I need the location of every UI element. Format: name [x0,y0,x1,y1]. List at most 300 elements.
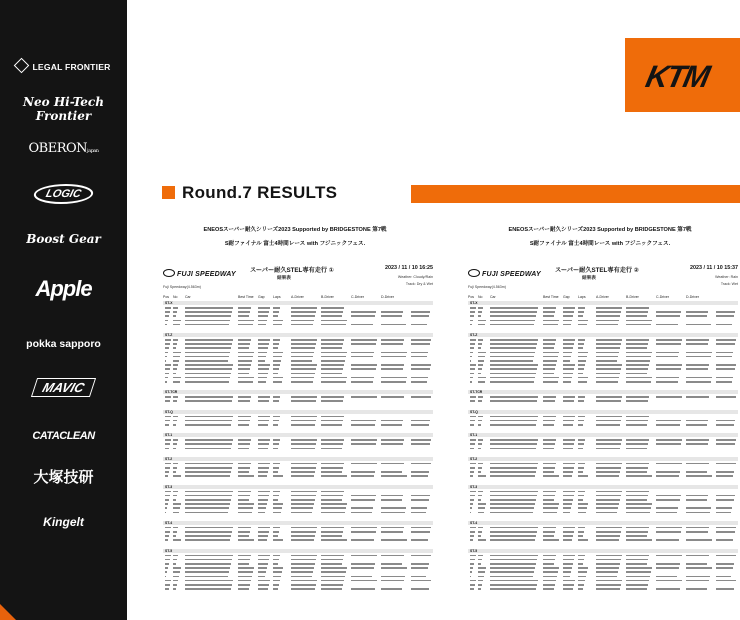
table-row [468,439,738,441]
class-label: ST-Q [470,409,478,414]
table-row [163,463,433,465]
table-cell [470,400,475,402]
table-cell [291,567,314,569]
table-cell [291,495,316,497]
table-cell [578,467,584,469]
table-cell [470,463,476,465]
table-cell [273,347,278,349]
table-cell [238,373,249,375]
table-cell [470,416,476,418]
table-cell [321,324,346,326]
table-cell [656,588,680,590]
column-header: D-Driver [686,295,700,299]
column-header: Gap [258,295,265,299]
table-cell [490,580,538,582]
table-cell [626,400,648,402]
table-cell [321,535,342,537]
table-cell [321,584,343,586]
table-cell [563,507,571,509]
table-cell [656,531,681,533]
table-cell [291,368,316,370]
table-cell [258,512,265,514]
table-cell [321,588,342,590]
column-header: A-Driver [596,295,609,299]
table-cell [578,343,584,345]
table-cell [273,368,279,370]
table-cell [543,588,554,590]
table-cell [411,475,428,477]
table-cell [411,471,429,473]
table-cell [656,563,680,565]
table-cell [686,324,711,326]
table-row [163,584,433,586]
column-header: Gap [563,295,570,299]
table-cell [490,475,535,477]
table-cell [543,400,555,402]
table-cell [626,567,652,569]
table-cell [716,381,732,383]
table-cell [238,320,254,322]
table-cell [165,491,171,493]
table-row [163,571,433,573]
table-cell [291,535,315,537]
table-cell [291,527,317,529]
table-cell [578,311,584,313]
table-cell [470,495,475,497]
table-cell [716,424,734,426]
table-cell [238,356,253,358]
table-cell [321,503,347,505]
table-cell [716,531,735,533]
table-cell [165,588,169,590]
table-cell [578,324,587,326]
table-cell [578,368,584,370]
table-cell [273,424,278,426]
table-row [468,315,738,317]
table-cell [626,531,648,533]
table-row [468,347,738,349]
table-cell [165,311,170,313]
table-cell [596,420,621,422]
table-cell [656,352,679,354]
table-cell [490,559,537,561]
table-cell [686,377,712,379]
table-cell [543,420,555,422]
table-cell [596,512,617,514]
table-cell [596,324,618,326]
table-cell [411,555,431,557]
table-cell [185,584,232,586]
table-cell [626,527,649,529]
table-cell [626,539,652,541]
class-label: ST-Z [470,333,478,337]
table-cell [258,360,265,362]
table-cell [578,347,583,349]
table-cell [173,352,181,354]
table-cell [291,339,317,341]
table-cell [716,356,732,358]
table-cell [411,563,429,565]
table-cell [185,463,233,465]
table-cell [478,580,483,582]
table-cell [656,576,677,578]
table-cell [238,443,250,445]
table-cell [478,563,481,565]
table-cell [596,467,621,469]
table-cell [656,396,682,398]
table-cell [238,507,253,509]
table-row [163,563,433,565]
table-cell [478,424,481,426]
table-row [468,512,738,514]
table-cell [258,373,268,375]
table-cell [490,471,536,473]
table-cell [381,531,403,533]
table-cell [165,320,168,322]
table-cell [258,400,269,402]
table-cell [490,424,536,426]
table-cell [185,373,231,375]
sponsor-logo-legal-frontier: LEGAL FRONTIER [0,60,127,72]
table-cell [273,463,280,465]
table-cell [626,475,652,477]
table-cell [273,324,282,326]
table-cell [291,420,316,422]
sheet-header-line2: S耐ファイナル 富士4時間レース with フジニックフェス. [529,241,671,247]
column-header: Best Time [543,295,559,299]
table-row [163,320,433,322]
table-cell [543,439,556,441]
table-cell [351,396,377,398]
table-cell [321,416,344,418]
table-cell [173,580,178,582]
table-cell [238,324,253,326]
table-cell [185,311,232,313]
table-cell [173,360,179,362]
table-cell [470,307,476,309]
table-cell [578,416,585,418]
table-cell [273,527,280,529]
class-label: ST-1 [165,433,173,438]
class-label: ST-Q [165,409,173,414]
table-cell [626,439,649,441]
table-cell [165,324,167,326]
table-cell [273,503,283,505]
table-cell [291,555,317,557]
table-row [468,373,738,375]
table-cell [238,495,250,497]
table-cell [543,475,559,477]
table-cell [381,563,402,565]
table-cell [478,339,483,341]
table-cell [291,563,315,565]
table-cell [563,512,570,514]
table-cell [321,381,346,383]
table-cell [470,567,473,569]
table-cell [578,535,583,537]
table-cell [173,368,177,370]
table-cell [238,491,251,493]
table-cell [321,499,342,501]
table-cell [258,576,265,578]
track-info: Track: Wet [720,282,738,286]
table-cell [258,377,267,379]
table-cell [626,467,648,469]
table-cell [351,527,377,529]
table-cell [478,311,482,313]
table-cell [596,531,621,533]
class-header [163,457,433,461]
table-cell [716,364,736,366]
table-cell [291,580,317,582]
table-cell [381,471,402,473]
table-row [163,588,433,590]
table-cell [321,463,344,465]
table-cell [411,356,427,358]
table-cell [656,356,678,358]
table-cell [686,471,707,473]
table-cell [291,381,313,383]
table-cell [478,439,483,441]
column-header: Car [185,295,191,299]
table-cell [563,315,573,317]
table-cell [626,512,650,514]
table-cell [596,396,622,398]
table-cell [596,471,620,473]
table-cell [578,588,583,590]
sponsor-sidebar [0,0,127,620]
sponsor-logo-pokka-sapporo: pokka sapporo [26,338,101,350]
table-cell [470,339,476,341]
table-row [163,400,433,402]
table-cell [626,471,647,473]
table-cell [716,539,733,541]
table-cell [563,420,574,422]
table-cell [185,535,231,537]
table-cell [596,311,621,313]
table-cell [490,315,536,317]
table-cell [173,307,178,309]
table-cell [411,424,429,426]
table-cell [470,439,476,441]
table-row [468,352,738,354]
table-cell [578,499,583,501]
table-cell [185,396,233,398]
table-cell [596,448,620,450]
table-cell [258,339,270,341]
table-cell [490,531,537,533]
table-cell [470,563,474,565]
table-cell [381,495,403,497]
table-row [468,539,738,541]
table-cell [238,539,254,541]
table-row [468,400,738,402]
table-cell [478,503,486,505]
table-cell [173,499,176,501]
table-cell [291,475,314,477]
table-cell [321,443,343,445]
table-cell [351,381,373,383]
table-cell [185,420,232,422]
table-cell [351,368,376,370]
sponsor-logo-neo-hi-tech: Neo Hi-Tech Frontier [23,95,104,123]
table-cell [291,424,315,426]
table-cell [686,463,709,465]
table-cell [185,400,232,402]
table-cell [470,571,472,573]
fuji-logo-icon [163,269,175,277]
sponsor-logo-kingelt: Kingelt [43,515,84,529]
table-cell [578,373,583,375]
table-cell [273,420,279,422]
table-cell [381,588,402,590]
table-cell [165,471,169,473]
fuji-speedway-logo: FUJI SPEEDWAY [163,269,236,278]
table-cell [291,400,316,402]
table-cell [321,571,346,573]
table-cell [258,396,270,398]
table-cell [656,471,680,473]
class-header [163,549,433,553]
table-cell [411,567,428,569]
table-cell [478,343,482,345]
table-cell [321,364,344,366]
table-cell [563,356,571,358]
table-cell [563,527,575,529]
table-cell [291,491,317,493]
table-cell [656,539,679,541]
table-cell [173,320,181,322]
table-cell [596,364,622,366]
table-row [468,311,738,313]
table-cell [478,499,481,501]
table-cell [563,360,570,362]
table-cell [185,356,229,358]
table-cell [578,580,585,582]
results-sheet-1 [155,225,435,605]
class-header [163,485,433,489]
table-cell [173,356,180,358]
table-cell [470,531,475,533]
table-cell [563,339,575,341]
table-cell [273,555,280,557]
table-row [468,320,738,322]
table-cell [291,416,317,418]
table-cell [238,352,254,354]
table-cell [470,356,472,358]
table-cell [165,443,170,445]
table-cell [543,324,558,326]
table-cell [596,527,622,529]
table-cell [563,377,572,379]
table-cell [470,580,476,582]
table-cell [258,307,270,309]
table-row [163,567,433,569]
table-row [163,535,433,537]
table-cell [173,343,177,345]
table-cell [563,364,575,366]
class-header [163,390,433,394]
table-cell [596,475,619,477]
table-cell [478,588,481,590]
table-cell [543,535,554,537]
sponsor-logo-otsuka-giken: 大塚技研 [33,468,94,486]
table-cell [381,580,404,582]
legal-frontier-icon [14,58,30,74]
table-cell [716,352,733,354]
table-row [163,539,433,541]
table-cell [470,315,474,317]
table-cell [321,343,343,345]
table-cell [543,576,557,578]
table-cell [238,499,249,501]
table-cell [478,315,481,317]
table-row [163,339,433,341]
table-cell [351,377,374,379]
table-cell [238,535,249,537]
table-cell [470,364,476,366]
table-cell [543,499,554,501]
table-cell [626,571,651,573]
table-cell [321,373,342,375]
table-cell [185,571,229,573]
table-row [468,377,738,379]
table-cell [411,420,430,422]
table-cell [273,400,279,402]
table-cell [258,507,266,509]
table-cell [478,567,486,569]
table-cell [626,563,647,565]
table-cell [490,535,536,537]
table-cell [478,420,482,422]
table-cell [258,584,269,586]
table-cell [578,512,586,514]
class-header [468,521,738,525]
table-row [163,475,433,477]
table-cell [165,507,167,509]
table-cell [470,347,474,349]
table-cell [490,499,536,501]
table-cell [238,311,250,313]
table-cell [273,588,278,590]
table-cell [596,347,620,349]
table-cell [490,576,533,578]
table-cell [165,352,168,354]
track-info: Track: Dry & Wet [405,282,433,286]
table-cell [185,503,230,505]
table-row [163,307,433,309]
table-row [468,416,738,418]
class-label: ST-4 [470,520,478,525]
table-cell [173,475,181,477]
table-cell [596,377,619,379]
table-cell [185,563,231,565]
table-cell [173,507,180,509]
table-cell [626,373,647,375]
table-cell [596,343,621,345]
table-cell [686,507,711,509]
fuji-logo-icon [468,269,480,277]
table-cell [291,320,314,322]
table-cell [238,588,249,590]
sponsor-logo-logic: LOGIC [0,184,127,204]
table-cell [490,443,537,445]
table-cell [185,381,229,383]
table-cell [411,381,427,383]
table-cell [273,475,283,477]
table-cell [626,347,647,349]
table-cell [543,343,555,345]
